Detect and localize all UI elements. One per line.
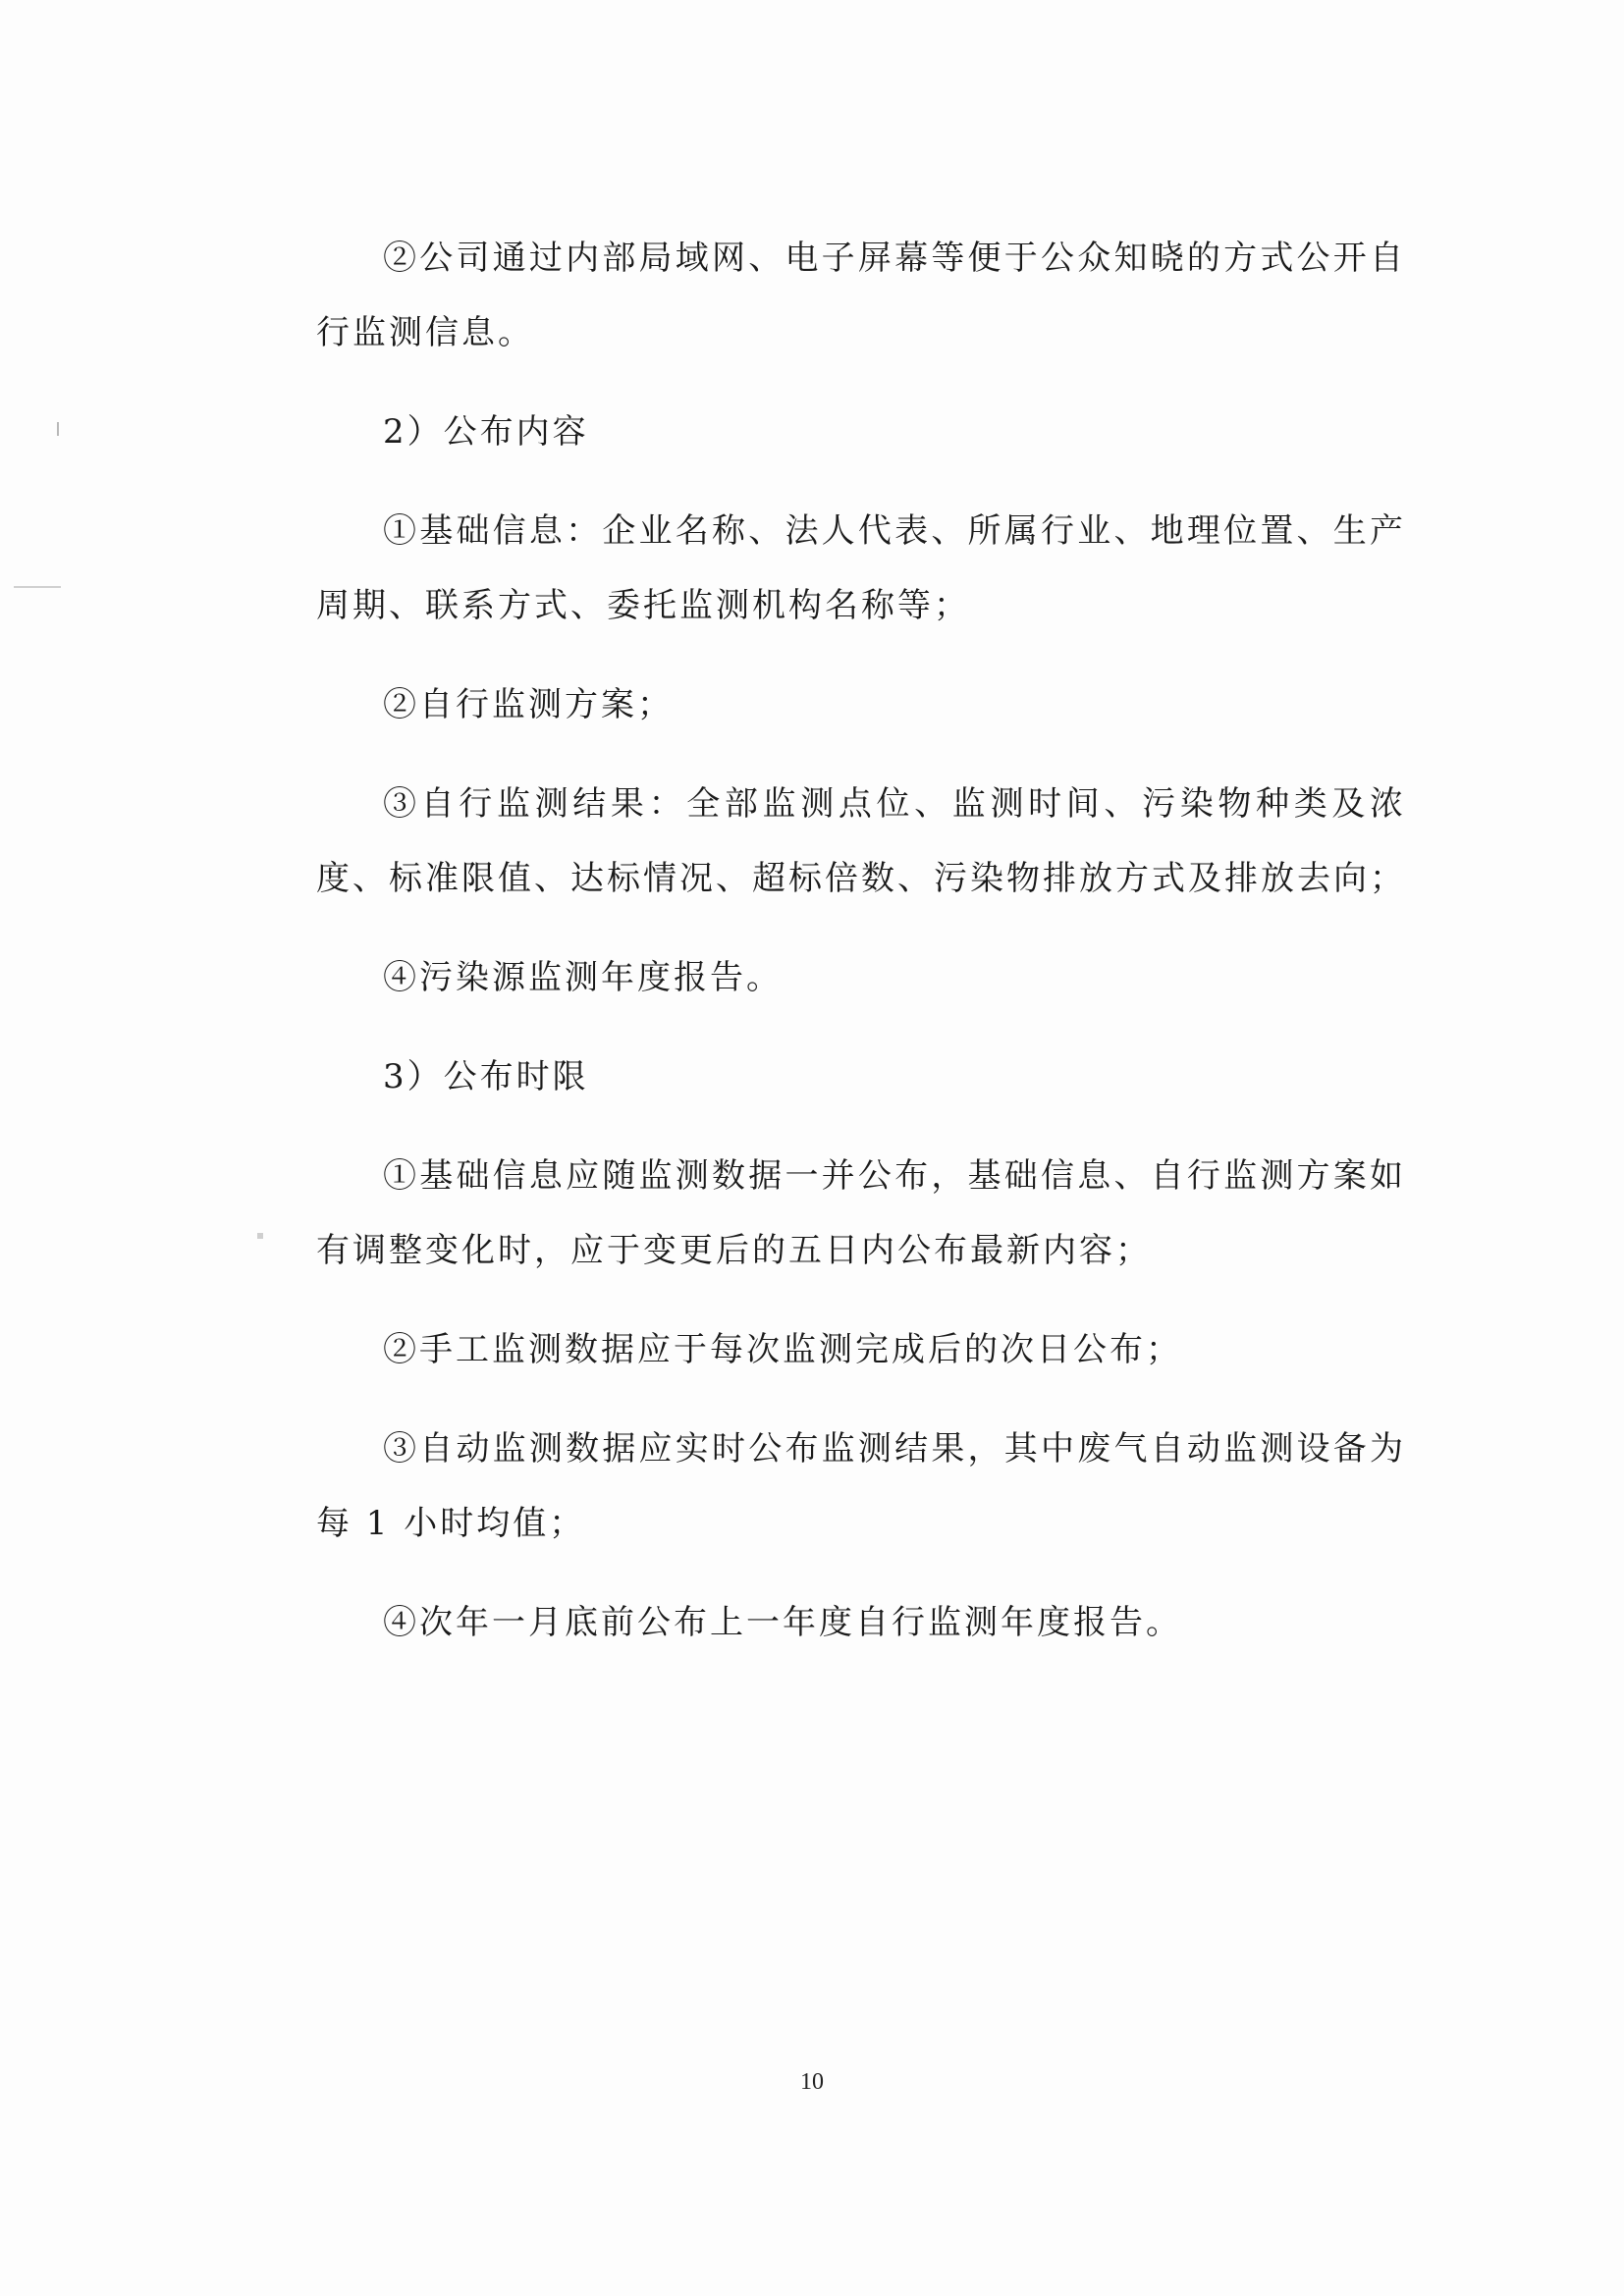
scan-speck (257, 1233, 263, 1239)
scan-speck (57, 422, 59, 436)
paragraph-basic-info-deadline: ①基础信息应随监测数据一并公布，基础信息、自行监测方案如有调整变化时，应于变更后的五日内公布最新内容； (316, 1156, 1406, 1270)
heading-publish-content: 2）公布内容 (383, 412, 589, 452)
paragraph-basic-info: ①基础信息：企业名称、法人代表、所属行业、地理位置、生产周期、联系方式、委托监测机构名称等； (316, 511, 1406, 625)
paragraph-manual-data-deadline: ②手工监测数据应于每次监测完成后的次日公布； (383, 1330, 1182, 1369)
scan-speck (14, 586, 61, 588)
paragraph-auto-data-deadline: ③自动监测数据应实时公布监测结果，其中废气自动监测设备为每 1 小时均值； (316, 1429, 1406, 1543)
paragraph-public-disclosure-method: ②公司通过内部局域网、电子屏幕等便于公众知晓的方式公开自行监测信息。 (316, 239, 1406, 352)
document-body (316, 221, 1406, 1684)
page-number: 10 (800, 2069, 824, 2095)
paragraph-annual-report-deadline: ④次年一月底前公布上一年度自行监测年度报告。 (383, 1603, 1182, 1642)
paragraph-annual-report: ④污染源监测年度报告。 (383, 958, 783, 997)
paragraph-monitoring-results: ③自行监测结果：全部监测点位、监测时间、污染物种类及浓度、标准限值、达标情况、超标倍数、污染物排放方式及排放去向； (316, 784, 1406, 898)
heading-publish-deadline: 3）公布时限 (383, 1057, 589, 1096)
paragraph-monitoring-plan: ②自行监测方案； (383, 685, 674, 724)
